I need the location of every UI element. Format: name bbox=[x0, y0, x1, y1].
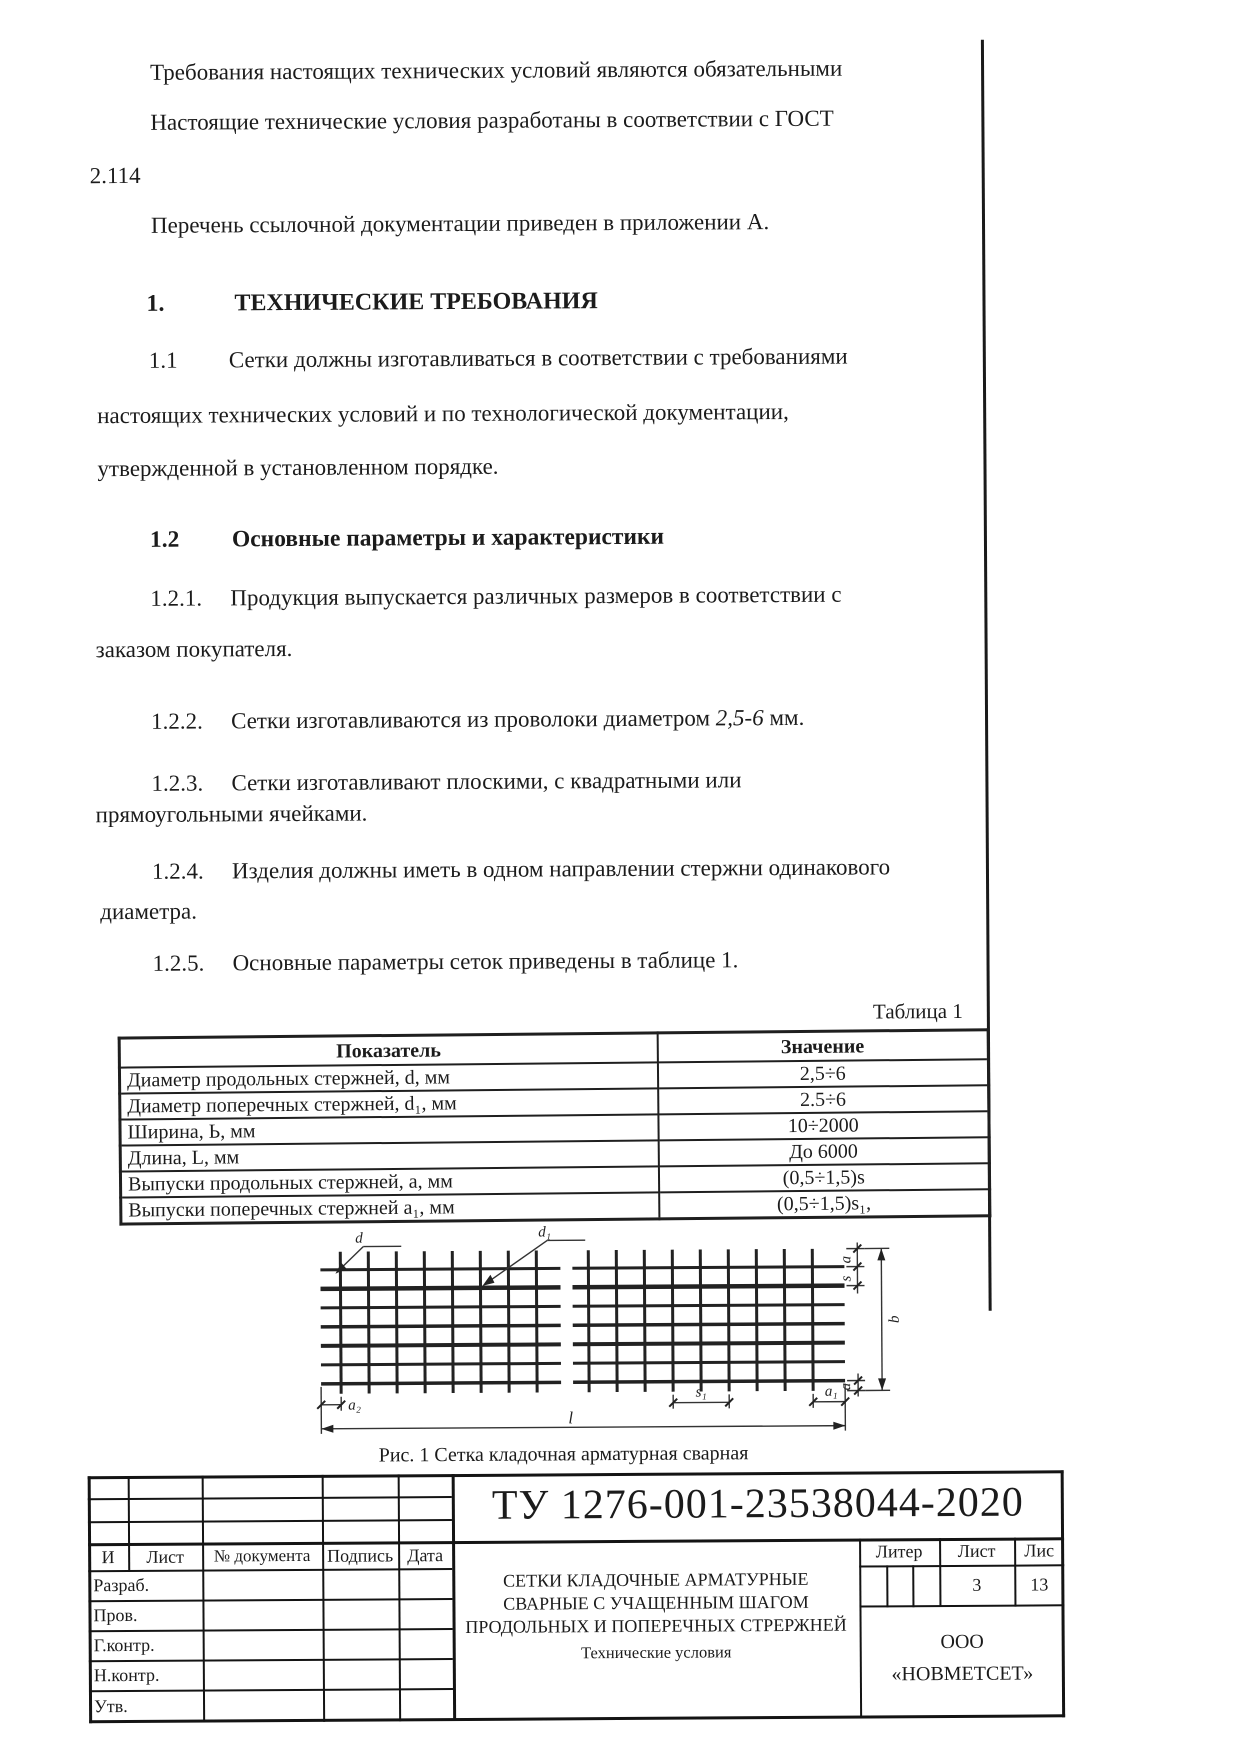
para-1-2-4-number: 1.2.4. bbox=[152, 858, 232, 884]
leader-arrow-d1 bbox=[482, 1275, 494, 1286]
stamp-sheet-label: Лист bbox=[939, 1541, 1014, 1561]
stamp-role-gkontr: Г.контр. bbox=[94, 1635, 155, 1655]
table-header-pokazatel: Показатель bbox=[119, 1033, 657, 1068]
stamp-role-nkontr: Н.контр. bbox=[94, 1665, 160, 1685]
row-name: Выпуски поперечных стержней а₁, мм bbox=[121, 1192, 659, 1224]
para-1-2-5-text: Основные параметры сеток приведены в таблице 1. bbox=[232, 947, 738, 975]
section-1-2-number: 1.2 bbox=[150, 526, 232, 553]
stamp-col-list: Лист bbox=[128, 1547, 202, 1567]
para-1-2-5-line-1 bbox=[152, 947, 738, 977]
table-header-znachenie: Значение bbox=[657, 1030, 988, 1063]
para-1-2-4-text: Изделия должны иметь в одном направлении стержни одинакового bbox=[232, 854, 890, 883]
para-1-2-3-number: 1.2.3. bbox=[151, 770, 231, 796]
mesh-figure-drawing bbox=[297, 1223, 908, 1442]
figure-label-s: s bbox=[838, 1275, 854, 1281]
stamp-sheets-value: 13 bbox=[1014, 1574, 1064, 1594]
row-value: (0,5÷1,5)s bbox=[658, 1163, 989, 1192]
stamp-role-razrab: Разраб. bbox=[93, 1575, 149, 1595]
row-value: (0,5÷1,5)s₁, bbox=[659, 1189, 990, 1219]
row-value: 10÷2000 bbox=[658, 1111, 989, 1140]
stamp-col-izm: И bbox=[88, 1547, 128, 1567]
section-1-2-title: Основные параметры и характеристики bbox=[232, 524, 664, 553]
stamp-sheet-value: 3 bbox=[939, 1575, 1014, 1595]
parameters-table bbox=[118, 1028, 992, 1225]
para-1-2-1-line-1 bbox=[150, 582, 841, 612]
product-name-line-3: ПРОДОЛЬНЫХ И ПОПЕРЕЧНЫХ СТРЕРЖНЕЙ bbox=[453, 1614, 860, 1639]
row-name: Диаметр поперечных стержней, d₁, мм bbox=[120, 1088, 658, 1119]
stamp-col-data: Дата bbox=[398, 1545, 452, 1565]
para-1-2-2-text-a: Сетки изготавливаются из проволоки диаметром bbox=[231, 705, 716, 733]
para-1-2-1-text: Продукция выпускается различных размеров в соответствии с bbox=[230, 582, 841, 611]
figure-label-a2: a₂ bbox=[348, 1398, 361, 1414]
figure-caption: Рис. 1 Сетка кладочная арматурная сварная bbox=[203, 1441, 923, 1468]
company-name-line-1: ООО bbox=[860, 1630, 1065, 1654]
table-1-label: Таблица 1 bbox=[735, 999, 963, 1025]
stamp-sheets-label: Лис bbox=[1014, 1540, 1064, 1560]
figure-label-d1: d₁ bbox=[538, 1224, 551, 1240]
para-1-2-4-line-1 bbox=[152, 854, 890, 885]
para-1-2-3-line-2: прямоугольными ячейками. bbox=[96, 801, 368, 829]
para-1-2-2-text-c: мм. bbox=[764, 705, 805, 730]
row-name: Выпуски продольных стержней, а, мм bbox=[120, 1166, 658, 1197]
stamp-liter-label: Литер bbox=[859, 1541, 939, 1561]
section-1-heading bbox=[146, 288, 597, 317]
para-1-2-2-line-1 bbox=[151, 705, 804, 735]
para-1-2-4-line-2: диаметра. bbox=[100, 899, 197, 926]
section-1-2-heading bbox=[150, 524, 664, 553]
product-name-line-2: СВАРНЫЕ С УЧАЩЕННЫМ ШАГОМ bbox=[452, 1591, 859, 1616]
para-1-2-3-text: Сетки изготавливают плоскими, с квадратными или bbox=[231, 767, 741, 795]
product-name-line-1: СЕТКИ КЛАДОЧНЫЕ АРМАТУРНЫЕ bbox=[452, 1568, 859, 1593]
para-1-1-line-3: утвержденной в установленном порядке. bbox=[97, 454, 498, 482]
row-name: Ширина, Ь, мм bbox=[120, 1114, 658, 1145]
para-1-2-5-number: 1.2.5. bbox=[152, 950, 232, 976]
product-name-cell bbox=[452, 1568, 860, 1665]
section-1-title: ТЕХНИЧЕСКИЕ ТРЕБОВАНИЯ bbox=[234, 288, 597, 316]
para-1-1-text: Сетки должны изготавливаться в соответствии с требованиями bbox=[229, 344, 848, 373]
row-name: Диаметр продольных стержней, d, мм bbox=[119, 1062, 657, 1093]
intro-line-3: 2.114 bbox=[90, 163, 141, 189]
figure-label-l: l bbox=[568, 1408, 573, 1427]
row-value: 2,5÷6 bbox=[657, 1059, 988, 1088]
figure-label-a-bottom: a bbox=[838, 1383, 854, 1391]
document-number: ТУ 1276-001-23538044-2020 bbox=[452, 1478, 1064, 1530]
company-name-line-2: «НОВМЕТСЕТ» bbox=[860, 1662, 1065, 1686]
intro-line-1: Требования настоящих технических условий являются обязательными bbox=[150, 56, 842, 86]
para-1-1-line-1 bbox=[149, 344, 848, 374]
section-1-number: 1. bbox=[146, 290, 234, 317]
row-name: Длина, L, мм bbox=[120, 1140, 658, 1171]
stamp-role-utv: Утв. bbox=[94, 1696, 128, 1716]
para-1-1-number: 1.1 bbox=[149, 347, 229, 373]
row-value: 2.5÷6 bbox=[658, 1085, 989, 1114]
intro-line-4: Перечень ссылочной документации приведен в приложении А. bbox=[151, 209, 769, 239]
figure-label-a-top: a bbox=[838, 1256, 854, 1264]
para-1-2-2-number: 1.2.2. bbox=[151, 708, 231, 734]
para-1-1-line-2: настоящих технических условий и по технологической документации, bbox=[97, 399, 789, 429]
figure-label-a1: a₁ bbox=[825, 1384, 838, 1400]
stamp-col-docnum: № документа bbox=[202, 1546, 322, 1567]
stamp-col-podpis: Подпись bbox=[322, 1545, 398, 1565]
figure-label-s1: s₁ bbox=[696, 1384, 707, 1400]
figure-label-b: b bbox=[887, 1315, 903, 1323]
title-block bbox=[88, 1470, 1065, 1723]
para-1-2-1-line-2: заказом покупателя. bbox=[96, 636, 293, 663]
para-1-2-3-line-1 bbox=[151, 767, 741, 797]
figure-label-d: d bbox=[355, 1231, 363, 1247]
row-value: До 6000 bbox=[658, 1137, 989, 1166]
para-1-2-2-diameter-range: 2,5-6 bbox=[716, 705, 764, 730]
para-1-2-1-number: 1.2.1. bbox=[150, 585, 230, 611]
product-subtitle: Технические условия bbox=[453, 1640, 860, 1665]
stamp-role-prov: Пров. bbox=[93, 1605, 137, 1625]
intro-line-2: Настоящие технические условия разработаны в соответствии с ГОСТ bbox=[150, 106, 834, 136]
